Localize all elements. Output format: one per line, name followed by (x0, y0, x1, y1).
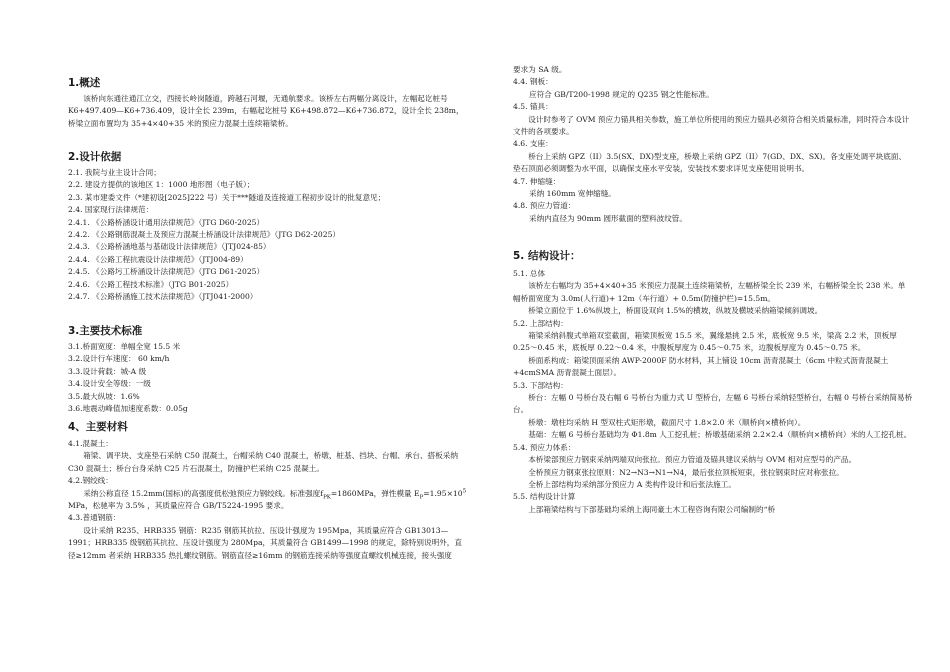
design-basis-item: 2.4.2. 《公路钢筋混凝土及预应力混凝土桥涵设计法律规范》（JTG D62-2025） (68, 230, 341, 240)
design-basis-item: 2.4.7. 《公路桥涵施工技术法律规范》（JTJ041-2000） (68, 292, 258, 302)
design-basis-item: 2.4.3. 《公路桥涵地基与基础设计法律规范》（JTJ024-85） (68, 242, 271, 252)
bearing-title: 4.6. 支座： (513, 139, 553, 149)
expansion-joint-text: 采纳 160mm 宽伸缩缝。 (529, 189, 616, 199)
design-basis-item: 2.4.6. 《公路工程技术标准》（JTG B01-2025） (68, 279, 234, 289)
pier-text: 桥墩：墩柱均采纳 H 型双柱式矩形墩，截面尺寸 1.8×2.0 米（顺桥向×横桥向）。 (528, 417, 806, 427)
steel-plate-text: 应符合 GB/T200-1998 规定的 Q235 钢之性能标准。 (529, 89, 714, 99)
strand-text: 采纳公称直径 15.2mm(国标)的高强度低松弛预应力钢绞线。标准强度$f_{PK}=1860MPa$，弹性模量 $E_P=1.95\times 10^5$ MPa，松驰率为 3.5% ，其质量应符合 GB/T5224-1995 要求。 (68, 488, 467, 511)
technical-standard-item: 3.6.地震动峰值加速度系数：0.05g (68, 404, 188, 414)
anchorage-title: 4.5. 锚具： (513, 102, 553, 112)
concrete-title: 4.1.混凝土： (68, 439, 113, 448)
strand-title: 4.2.钢绞线： (68, 476, 113, 486)
technical-standard-item: 3.1.桥面宽度：单幅全宽 15.5 米 (68, 342, 181, 351)
section-2-heading: 2.设计依据 (68, 151, 122, 163)
design-basis-item: 2.4.1. 《公路桥涵设计通用法律规范》（JTG D60-2025） (68, 217, 265, 227)
section-4-heading: 4、主要材料 (68, 421, 128, 433)
section-1-heading: 1.概述 (68, 77, 101, 89)
technical-standard-item: 3.2.设计行车速度： 60 km/h (68, 354, 170, 364)
steel-plate-title: 4.4. 钢板： (513, 77, 553, 87)
design-basis-item: 2.4. 国家现行法律规范： (68, 205, 154, 215)
bearing-text: 桥台上采纳 GPZ（II）3.5(SX、DX)型支座，桥墩上采纳 GPZ（II）7(GD、DX、SX)。各支座处调平块底面、垫石顶面必须调整为水平面，以确保支座水平安装，安装技术要求详见支座使用说明书。 (513, 151, 907, 174)
materials-continued-block (513, 64, 913, 225)
general-text-2: 桥梁立面位于 1.6%纵坡上，桥面设双向 1.5%的横坡，纵坡及横坡采纳箱梁倾斜调坡。 (528, 306, 823, 316)
concrete-text: 箱梁、调平块、支座垫石采纳 C50 混凝土，台帽采纳 C40 混凝土，桥墩、桩基、挡块、台帽、承台、搭板采纳 C30 混凝土；桥台台身采纳 C25 片石混凝土，防撞护栏采纳 C25 混凝土。 (68, 451, 458, 473)
design-basis-item: 2.4.4. 《公路工程抗震设计法律规范》（JTJ004-89） (68, 254, 248, 264)
prestress-text-3: 全桥上部结构均采纳部分预应力 A 类构件设计和后张法施工。 (528, 479, 736, 489)
design-basis-item: 2.4.5. 《公路圬工桥涵设计法律规范》（JTG D61-2025） (68, 267, 265, 277)
duct-title: 4.8. 预应力管道： (513, 201, 576, 211)
calculation-title: 5.5. 结构设计计算 (513, 492, 576, 502)
general-text-1: 该桥左右幅均为 35+4×40+35 米预应力混凝土连续箱梁桥，左幅桥梁全长 239 米，右幅桥梁全长 238 米。单幅桥面宽度为 3.0m(人行道)+ 12m（车行道）+ 0.5m(防撞护栏)=15.5m。 (513, 281, 906, 303)
rebar-text: 设计采纳 R235、HRB335 钢筋：R235 钢筋其抗拉、压设计强度为 195Mpa，其质量应符合 GB13013—1991；HRB335 级钢筋其抗拉、压设计强度为 280Mpa，其质量符合 GB1499—1998 的规定，除特别说明外，直径≥12mm 者采纳 HRB335 热扎螺纹钢筋。钢筋直径≥16mm 的钢筋连接采纳等强度直螺纹机械连接，接头强度 (68, 525, 462, 560)
anchorage-text: 设计时参考了 OVM 预应力锚具相关参数，施工单位所使用的预应力锚具必须符合相关质量标准，同时符合本设计文件的各项要求。 (513, 114, 910, 137)
technical-standard-item: 3.5.最大纵坡：1.6% (68, 391, 140, 401)
prestress-title: 5.4. 预应力体系： (513, 442, 576, 452)
substructure-title: 5.3. 下部结构： (513, 380, 568, 390)
general-title: 5.1. 总体 (513, 269, 546, 278)
calculation-text: 上部箱梁结构与下部基础均采纳上海同豪土木工程咨询有限公司编制的“桥 (528, 504, 776, 514)
prestress-text-2: 全桥预应力钢束张拉原则：N2→N3→N1→N4，最后张拉顶板短束，张拉钢束时应对称张拉。 (528, 467, 844, 477)
superstructure-title: 5.2. 上部结构： (513, 318, 568, 328)
foundation-text: 基础：左幅 6 号桥台基础均为 Φ1.8m 人工挖孔桩；桥墩基础采纳 2.2×2.4（顺桥向×横桥向）米的人工挖孔桩。 (528, 430, 912, 440)
technical-standard-item: 3.4.设计安全等级：一级 (68, 379, 151, 389)
superstructure-text-2: 桥面系构成：箱梁顶面采纳 AWP-2000F 防水材料，其上铺设 10cm 沥青混凝土（6cm 中粒式沥青混凝土+4cmSMA 沥青混凝土面层）。 (513, 355, 889, 378)
expansion-joint-title: 4.7. 伸缩缝： (513, 176, 561, 186)
design-basis-item: 2.3. 某市建委文件（*建初设[2025]222 号）关于***隧道及连接道工程初步设计的批复意见； (68, 192, 386, 202)
duct-text: 采纳内直径为 90mm 圆形截面的塑料波纹管。 (529, 213, 687, 223)
design-basis-item: 2.1. 我院与业主设计合同； (68, 168, 161, 177)
structure-design-block (513, 268, 913, 516)
materials-block (68, 438, 468, 562)
overview-paragraph: 该桥向东通往通江立交，西接长岭岗隧道，跨越石河堰，无通航要求。该桥左右两幅分离设计，左幅起讫桩号 K6+497.409—K6+736.409，设计全长 239m，右幅起讫桩号 K6+498.872—K6+736.872，设计全长 238m，桥梁立面布置均为 35+4×40+35 米的预应力混凝土连续箱梁桥。 (68, 94, 464, 128)
rebar-title: 4.3.普通钢筋： (68, 513, 121, 523)
section-3-heading: 3.主要技术标准 (68, 325, 143, 337)
rebar-text-continued: 要求为 SA 级。 (513, 65, 567, 74)
prestress-text-1: 本桥梁部预应力钢束采纳两端双向张拉。预应力管道及锚具建议采纳与 OVM 相对应型号的产品。 (528, 455, 857, 465)
superstructure-text-1: 箱梁采纳斜腹式单箱双室截面，箱梁顶板宽 15.5 米，翼缘悬挑 2.5 米，底板宽 9.5 米，梁高 2.2 米，顶板厚 0.25～0.45 米，底板厚 0.22～0.4 米，中腹板厚度为 0.45～0.75 米，边腹板厚度为 0.45～0.75 米。 (513, 331, 897, 353)
technical-standard-item: 3.3.设计荷载：城-A 级 (68, 366, 147, 376)
design-basis-item: 2.2. 建设方提供的该地区 1：1000 地形图（电子版）； (68, 180, 255, 190)
section-5-heading: 5. 结构设计： (513, 250, 581, 262)
design-basis-list (68, 167, 468, 303)
technical-standards-list (68, 341, 468, 415)
abutment-text: 桥台：左幅 0 号桥台及右幅 6 号桥台为重力式 U 型桥台，左幅 6 号桥台采纳轻型桥台，右幅 0 号桥台采纳简易桥台。 (513, 393, 913, 415)
